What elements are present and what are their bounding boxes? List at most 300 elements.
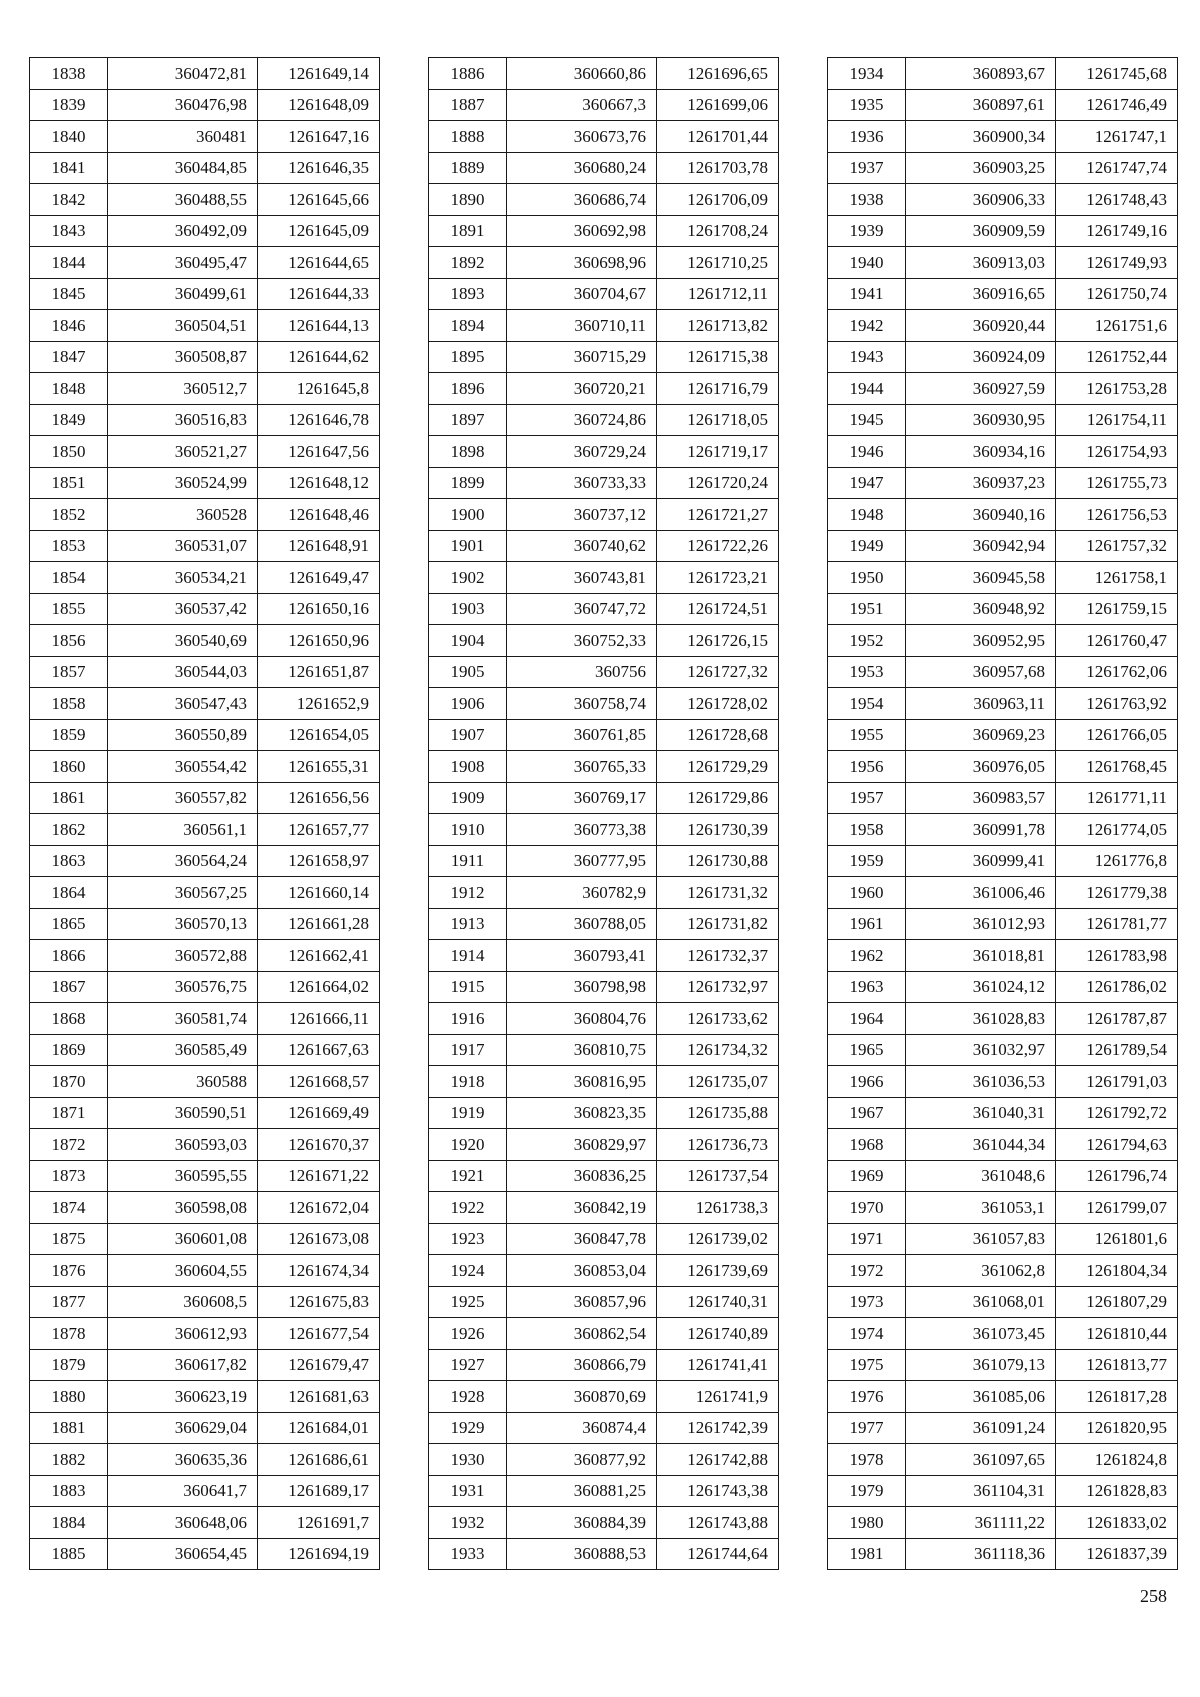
point-number-cell: 1846 [30,310,108,342]
table-row [30,877,380,909]
table-row [828,1034,1178,1066]
point-number-cell: 1907 [429,719,507,751]
point-number-cell: 1887 [429,89,507,121]
point-number-cell: 1922 [429,1192,507,1224]
table-row [429,1160,779,1192]
point-number-cell: 1914 [429,940,507,972]
x-coordinate-cell: 360761,85 [507,719,657,751]
page-number: 258 [1140,1586,1167,1606]
x-coordinate-cell: 360531,07 [108,530,258,562]
table-row [429,1255,779,1287]
y-coordinate-cell: 1261824,8 [1056,1444,1178,1476]
x-coordinate-cell: 360595,55 [108,1160,258,1192]
table-row [30,215,380,247]
point-number-cell: 1880 [30,1381,108,1413]
table-row [429,247,779,279]
x-coordinate-cell: 360903,25 [906,152,1056,184]
coordinate-table-1 [29,57,380,1570]
table-row [429,1286,779,1318]
y-coordinate-cell: 1261757,32 [1056,530,1178,562]
table-row [828,1066,1178,1098]
table-row [828,247,1178,279]
point-number-cell: 1889 [429,152,507,184]
table-row [429,215,779,247]
x-coordinate-cell: 360934,16 [906,436,1056,468]
point-number-cell: 1979 [828,1475,906,1507]
point-number-cell: 1905 [429,656,507,688]
table-row [429,625,779,657]
y-coordinate-cell: 1261792,72 [1056,1097,1178,1129]
table-row [828,184,1178,216]
point-number-cell: 1923 [429,1223,507,1255]
y-coordinate-cell: 1261669,49 [258,1097,380,1129]
table-row [828,499,1178,531]
y-coordinate-cell: 1261749,93 [1056,247,1178,279]
x-coordinate-cell: 361032,97 [906,1034,1056,1066]
point-number-cell: 1870 [30,1066,108,1098]
point-number-cell: 1949 [828,530,906,562]
point-number-cell: 1885 [30,1538,108,1570]
x-coordinate-cell: 361104,31 [906,1475,1056,1507]
point-number-cell: 1900 [429,499,507,531]
table-row [828,1349,1178,1381]
point-number-cell: 1866 [30,940,108,972]
x-coordinate-cell: 360660,86 [507,58,657,90]
y-coordinate-cell: 1261671,22 [258,1160,380,1192]
point-number-cell: 1970 [828,1192,906,1224]
point-number-cell: 1874 [30,1192,108,1224]
y-coordinate-cell: 1261667,63 [258,1034,380,1066]
x-coordinate-cell: 360472,81 [108,58,258,90]
x-coordinate-cell: 360550,89 [108,719,258,751]
point-number-cell: 1964 [828,1003,906,1035]
table-row [429,1003,779,1035]
x-coordinate-cell: 360641,7 [108,1475,258,1507]
point-number-cell: 1845 [30,278,108,310]
point-number-cell: 1893 [429,278,507,310]
x-coordinate-cell: 360842,19 [507,1192,657,1224]
table-row [30,782,380,814]
y-coordinate-cell: 1261715,38 [657,341,779,373]
point-number-cell: 1839 [30,89,108,121]
table-row [429,751,779,783]
table-row [429,940,779,972]
x-coordinate-cell: 361018,81 [906,940,1056,972]
x-coordinate-cell: 361079,13 [906,1349,1056,1381]
x-coordinate-cell: 360847,78 [507,1223,657,1255]
point-number-cell: 1936 [828,121,906,153]
x-coordinate-cell: 361085,06 [906,1381,1056,1413]
point-number-cell: 1931 [429,1475,507,1507]
point-number-cell: 1960 [828,877,906,909]
x-coordinate-cell: 360504,51 [108,310,258,342]
point-number-cell: 1884 [30,1507,108,1539]
table-row [30,625,380,657]
point-number-cell: 1894 [429,310,507,342]
point-number-cell: 1947 [828,467,906,499]
x-coordinate-cell: 360983,57 [906,782,1056,814]
y-coordinate-cell: 1261755,73 [1056,467,1178,499]
table-row [30,656,380,688]
x-coordinate-cell: 360581,74 [108,1003,258,1035]
y-coordinate-cell: 1261739,69 [657,1255,779,1287]
point-number-cell: 1934 [828,58,906,90]
table-row [429,814,779,846]
x-coordinate-cell: 360601,08 [108,1223,258,1255]
table-row [429,310,779,342]
point-number-cell: 1888 [429,121,507,153]
x-coordinate-cell: 360567,25 [108,877,258,909]
table-row [30,1286,380,1318]
x-coordinate-cell: 360765,33 [507,751,657,783]
coordinate-table-body [429,58,779,1570]
table-row [429,1192,779,1224]
point-number-cell: 1918 [429,1066,507,1098]
table-row [429,1097,779,1129]
point-number-cell: 1903 [429,593,507,625]
y-coordinate-cell: 1261756,53 [1056,499,1178,531]
y-coordinate-cell: 1261750,74 [1056,278,1178,310]
y-coordinate-cell: 1261673,08 [258,1223,380,1255]
table-row [30,845,380,877]
y-coordinate-cell: 1261658,97 [258,845,380,877]
y-coordinate-cell: 1261713,82 [657,310,779,342]
point-number-cell: 1921 [429,1160,507,1192]
y-coordinate-cell: 1261747,74 [1056,152,1178,184]
y-coordinate-cell: 1261796,74 [1056,1160,1178,1192]
table-row [828,89,1178,121]
y-coordinate-cell: 1261650,16 [258,593,380,625]
table-row [828,1129,1178,1161]
y-coordinate-cell: 1261754,93 [1056,436,1178,468]
x-coordinate-cell: 360963,11 [906,688,1056,720]
point-number-cell: 1945 [828,404,906,436]
y-coordinate-cell: 1261774,05 [1056,814,1178,846]
point-number-cell: 1855 [30,593,108,625]
point-number-cell: 1895 [429,341,507,373]
point-number-cell: 1953 [828,656,906,688]
x-coordinate-cell: 360692,98 [507,215,657,247]
table-row [429,152,779,184]
x-coordinate-cell: 361024,12 [906,971,1056,1003]
point-number-cell: 1859 [30,719,108,751]
x-coordinate-cell: 360492,09 [108,215,258,247]
y-coordinate-cell: 1261760,47 [1056,625,1178,657]
table-row [828,877,1178,909]
point-number-cell: 1915 [429,971,507,1003]
point-number-cell: 1872 [30,1129,108,1161]
x-coordinate-cell: 360948,92 [906,593,1056,625]
x-coordinate-cell: 360897,61 [906,89,1056,121]
x-coordinate-cell: 360540,69 [108,625,258,657]
x-coordinate-cell: 360623,19 [108,1381,258,1413]
x-coordinate-cell: 360793,41 [507,940,657,972]
x-coordinate-cell: 360524,99 [108,467,258,499]
x-coordinate-cell: 360999,41 [906,845,1056,877]
x-coordinate-cell: 360782,9 [507,877,657,909]
x-coordinate-cell: 360667,3 [507,89,657,121]
table-row [828,404,1178,436]
table-row [30,719,380,751]
point-number-cell: 1952 [828,625,906,657]
x-coordinate-cell: 360881,25 [507,1475,657,1507]
table-row [429,530,779,562]
y-coordinate-cell: 1261746,49 [1056,89,1178,121]
table-row [429,467,779,499]
table-row [429,908,779,940]
x-coordinate-cell: 361111,22 [906,1507,1056,1539]
x-coordinate-cell: 360733,33 [507,467,657,499]
x-coordinate-cell: 360870,69 [507,1381,657,1413]
x-coordinate-cell: 360816,95 [507,1066,657,1098]
y-coordinate-cell: 1261644,65 [258,247,380,279]
point-number-cell: 1849 [30,404,108,436]
x-coordinate-cell: 360877,92 [507,1444,657,1476]
point-number-cell: 1891 [429,215,507,247]
table-row [828,908,1178,940]
point-number-cell: 1852 [30,499,108,531]
point-number-cell: 1842 [30,184,108,216]
x-coordinate-cell: 360598,08 [108,1192,258,1224]
point-number-cell: 1924 [429,1255,507,1287]
y-coordinate-cell: 1261762,06 [1056,656,1178,688]
point-number-cell: 1948 [828,499,906,531]
point-number-cell: 1902 [429,562,507,594]
x-coordinate-cell: 360604,55 [108,1255,258,1287]
table-row [30,562,380,594]
x-coordinate-cell: 360747,72 [507,593,657,625]
x-coordinate-cell: 361040,31 [906,1097,1056,1129]
table-row [429,436,779,468]
x-coordinate-cell: 361062,8 [906,1255,1056,1287]
point-number-cell: 1877 [30,1286,108,1318]
y-coordinate-cell: 1261744,64 [657,1538,779,1570]
table-row [828,1538,1178,1570]
point-number-cell: 1858 [30,688,108,720]
x-coordinate-cell: 360554,42 [108,751,258,783]
x-coordinate-cell: 360484,85 [108,152,258,184]
table-row [429,1066,779,1098]
table-row [429,1381,779,1413]
point-number-cell: 1978 [828,1444,906,1476]
point-number-cell: 1969 [828,1160,906,1192]
x-coordinate-cell: 361053,1 [906,1192,1056,1224]
table-row [30,940,380,972]
x-coordinate-cell: 360576,75 [108,971,258,1003]
point-number-cell: 1906 [429,688,507,720]
point-number-cell: 1954 [828,688,906,720]
x-coordinate-cell: 360884,39 [507,1507,657,1539]
y-coordinate-cell: 1261833,02 [1056,1507,1178,1539]
point-number-cell: 1862 [30,814,108,846]
table-row [828,1097,1178,1129]
y-coordinate-cell: 1261738,3 [657,1192,779,1224]
y-coordinate-cell: 1261734,32 [657,1034,779,1066]
point-number-cell: 1942 [828,310,906,342]
x-coordinate-cell: 360893,67 [906,58,1056,90]
table-row [30,247,380,279]
y-coordinate-cell: 1261745,68 [1056,58,1178,90]
x-coordinate-cell: 360720,21 [507,373,657,405]
point-number-cell: 1911 [429,845,507,877]
table-row [828,625,1178,657]
x-coordinate-cell: 360913,03 [906,247,1056,279]
table-row [828,1507,1178,1539]
y-coordinate-cell: 1261743,38 [657,1475,779,1507]
y-coordinate-cell: 1261657,77 [258,814,380,846]
y-coordinate-cell: 1261779,38 [1056,877,1178,909]
table-row [30,1066,380,1098]
x-coordinate-cell: 360930,95 [906,404,1056,436]
x-coordinate-cell: 360710,11 [507,310,657,342]
point-number-cell: 1974 [828,1318,906,1350]
x-coordinate-cell: 360752,33 [507,625,657,657]
point-number-cell: 1861 [30,782,108,814]
point-number-cell: 1910 [429,814,507,846]
y-coordinate-cell: 1261727,32 [657,656,779,688]
x-coordinate-cell: 360952,95 [906,625,1056,657]
point-number-cell: 1962 [828,940,906,972]
point-number-cell: 1844 [30,247,108,279]
point-number-cell: 1928 [429,1381,507,1413]
y-coordinate-cell: 1261721,27 [657,499,779,531]
point-number-cell: 1871 [30,1097,108,1129]
x-coordinate-cell: 360976,05 [906,751,1056,783]
table-row [429,845,779,877]
x-coordinate-cell: 360916,65 [906,278,1056,310]
point-number-cell: 1966 [828,1066,906,1098]
point-number-cell: 1961 [828,908,906,940]
point-number-cell: 1941 [828,278,906,310]
table-row [828,1160,1178,1192]
point-number-cell: 1868 [30,1003,108,1035]
y-coordinate-cell: 1261728,02 [657,688,779,720]
x-coordinate-cell: 361006,46 [906,877,1056,909]
y-coordinate-cell: 1261648,12 [258,467,380,499]
x-coordinate-cell: 360798,98 [507,971,657,1003]
y-coordinate-cell: 1261722,26 [657,530,779,562]
x-coordinate-cell: 360724,86 [507,404,657,436]
x-coordinate-cell: 360680,24 [507,152,657,184]
table-row [429,719,779,751]
x-coordinate-cell: 360488,55 [108,184,258,216]
point-number-cell: 1943 [828,341,906,373]
y-coordinate-cell: 1261716,79 [657,373,779,405]
x-coordinate-cell: 360906,33 [906,184,1056,216]
table-row [828,341,1178,373]
x-coordinate-cell: 360737,12 [507,499,657,531]
y-coordinate-cell: 1261654,05 [258,719,380,751]
table-row [30,1349,380,1381]
y-coordinate-cell: 1261791,03 [1056,1066,1178,1098]
y-coordinate-cell: 1261828,83 [1056,1475,1178,1507]
point-number-cell: 1899 [429,467,507,499]
x-coordinate-cell: 360957,68 [906,656,1056,688]
y-coordinate-cell: 1261672,04 [258,1192,380,1224]
table-row [828,530,1178,562]
y-coordinate-cell: 1261740,31 [657,1286,779,1318]
x-coordinate-cell: 361091,24 [906,1412,1056,1444]
x-coordinate-cell: 360743,81 [507,562,657,594]
x-coordinate-cell: 360654,45 [108,1538,258,1570]
table-row [429,373,779,405]
y-coordinate-cell: 1261644,33 [258,278,380,310]
table-row [828,1444,1178,1476]
point-number-cell: 1909 [429,782,507,814]
y-coordinate-cell: 1261783,98 [1056,940,1178,972]
point-number-cell: 1932 [429,1507,507,1539]
point-number-cell: 1897 [429,404,507,436]
y-coordinate-cell: 1261703,78 [657,152,779,184]
y-coordinate-cell: 1261645,8 [258,373,380,405]
y-coordinate-cell: 1261732,97 [657,971,779,1003]
y-coordinate-cell: 1261747,1 [1056,121,1178,153]
x-coordinate-cell: 361044,34 [906,1129,1056,1161]
table-row [429,1444,779,1476]
table-row [30,1255,380,1287]
x-coordinate-cell: 360495,47 [108,247,258,279]
y-coordinate-cell: 1261729,86 [657,782,779,814]
y-coordinate-cell: 1261694,19 [258,1538,380,1570]
y-coordinate-cell: 1261649,47 [258,562,380,594]
y-coordinate-cell: 1261696,65 [657,58,779,90]
point-number-cell: 1838 [30,58,108,90]
table-row [828,436,1178,468]
y-coordinate-cell: 1261668,57 [258,1066,380,1098]
point-number-cell: 1912 [429,877,507,909]
table-row [30,341,380,373]
table-row [429,341,779,373]
y-coordinate-cell: 1261728,68 [657,719,779,751]
point-number-cell: 1860 [30,751,108,783]
point-number-cell: 1972 [828,1255,906,1287]
x-coordinate-cell: 360704,67 [507,278,657,310]
x-coordinate-cell: 360740,62 [507,530,657,562]
point-number-cell: 1980 [828,1507,906,1539]
point-number-cell: 1913 [429,908,507,940]
point-number-cell: 1967 [828,1097,906,1129]
point-number-cell: 1933 [429,1538,507,1570]
y-coordinate-cell: 1261801,6 [1056,1223,1178,1255]
table-row [828,215,1178,247]
x-coordinate-cell: 360829,97 [507,1129,657,1161]
table-row [828,58,1178,90]
table-row [30,814,380,846]
x-coordinate-cell: 360547,43 [108,688,258,720]
x-coordinate-cell: 361097,65 [906,1444,1056,1476]
x-coordinate-cell: 360673,76 [507,121,657,153]
x-coordinate-cell: 361118,36 [906,1538,1056,1570]
point-number-cell: 1883 [30,1475,108,1507]
y-coordinate-cell: 1261686,61 [258,1444,380,1476]
table-row [429,656,779,688]
point-number-cell: 1946 [828,436,906,468]
point-number-cell: 1917 [429,1034,507,1066]
x-coordinate-cell: 360758,74 [507,688,657,720]
table-row [828,152,1178,184]
y-coordinate-cell: 1261662,41 [258,940,380,972]
x-coordinate-cell: 360945,58 [906,562,1056,594]
table-row [30,1097,380,1129]
table-row [828,121,1178,153]
table-row [30,436,380,468]
y-coordinate-cell: 1261804,34 [1056,1255,1178,1287]
table-row [30,593,380,625]
point-number-cell: 1851 [30,467,108,499]
y-coordinate-cell: 1261749,16 [1056,215,1178,247]
table-row [828,719,1178,751]
y-coordinate-cell: 1261741,41 [657,1349,779,1381]
